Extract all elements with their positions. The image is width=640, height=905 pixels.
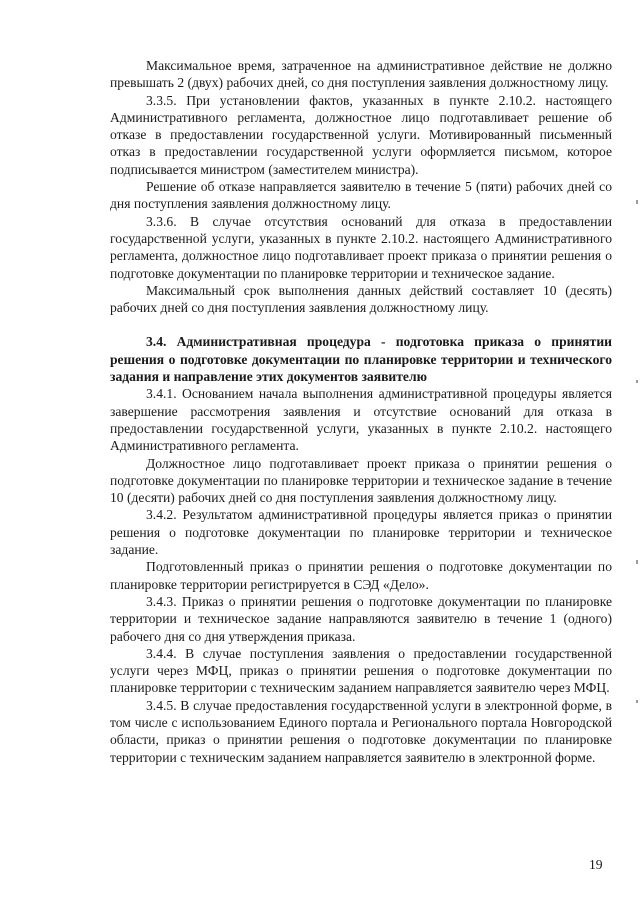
paragraph-3-4-5: 3.4.5. В случае предоставления государственной услуги в электронной форме, в том числе с использованием Единого портала и Регионального портала Новгородской области, приказ о принятии решения о подготовке документации по планировке территории с техническим заданием направляется заявителю в электронной форме. (110, 697, 612, 765)
paragraph-3-3-6: 3.3.6. В случае отсутствия оснований для отказа в предоставлении государственной услуги, указанных в пункте 2.10.2. настоящего Административного регламента, должностное лицо подготавливает проект приказа о принятии решения о подготовке документации по планировке территории и техническое задание. (110, 213, 612, 281)
section-heading-3-4: 3.4. Административная процедура - подготовка приказа о принятии решения о подготовке документации по планировке территории и технического задания и направление этих документов заявителю (110, 334, 612, 385)
paragraph-max-time: Максимальное время, затраченное на административное действие не должно превышать 2 (двух) рабочих дней, со дня поступления заявления должностному лицу. (110, 58, 612, 91)
paragraph-3-4-3: 3.4.3. Приказ о принятии решения о подготовке документации по планировке территории и техническое задание направляются заявителю в течение 1 (одного) рабочего дня со дня утверждения приказа. (110, 593, 612, 644)
paragraph-draft-order: Должностное лицо подготавливает проект приказа о принятии решения о подготовке документации по планировке территории и техническое задание в течение 10 (десяти) рабочих дней со дня поступления заявления должностному лицу. (110, 455, 612, 506)
document-body (110, 57, 612, 766)
paragraph-3-4-4: 3.4.4. В случае поступления заявления о предоставлении государственной услуги через МФЦ, приказ о принятии решения о подготовке документации по планировке территории с техническим заданием направляется заявителю через МФЦ. (110, 645, 612, 696)
scan-edge-mark (636, 200, 638, 204)
paragraph-registration: Подготовленный приказ о принятии решения о подготовке документации по планировке территории регистрируется в СЭД «Дело». (110, 559, 612, 592)
paragraph-refusal-deadline: Решение об отказе направляется заявителю в течение 5 (пяти) рабочих дней со дня поступления заявления должностному лицу. (110, 179, 612, 212)
paragraph-max-term: Максимальный срок выполнения данных действий составляет 10 (десять) рабочих дней со дня поступления заявления должностному лицу. (110, 282, 612, 316)
paragraph-3-4-2: 3.4.2. Результатом административной процедуры является приказ о принятии решения о подготовке документации по планировке территории и техническое задание. (110, 507, 612, 558)
scan-edge-mark (636, 560, 638, 564)
paragraph-3-3-5: 3.3.5. При установлении фактов, указанных в пункте 2.10.2. настоящего Административного регламента, должностное лицо подготавливает решение об отказе в предоставлении государственной услуги. Мотивированный письменный отказ в предоставлении государственной услуги оформляется письмом, которое подписывается министром (заместителем министра). (110, 92, 612, 177)
paragraph-3-4-1: 3.4.1. Основанием начала выполнения административной процедуры является завершение рассмотрения заявления и отсутствие оснований для отказа в предоставлении государственной услуги, указанных в пункте 2.10.2. настоящего Административного регламента. (110, 386, 612, 454)
scan-edge-mark (636, 700, 638, 703)
scan-edge-mark (636, 380, 638, 383)
page-number: 19 (589, 857, 603, 872)
